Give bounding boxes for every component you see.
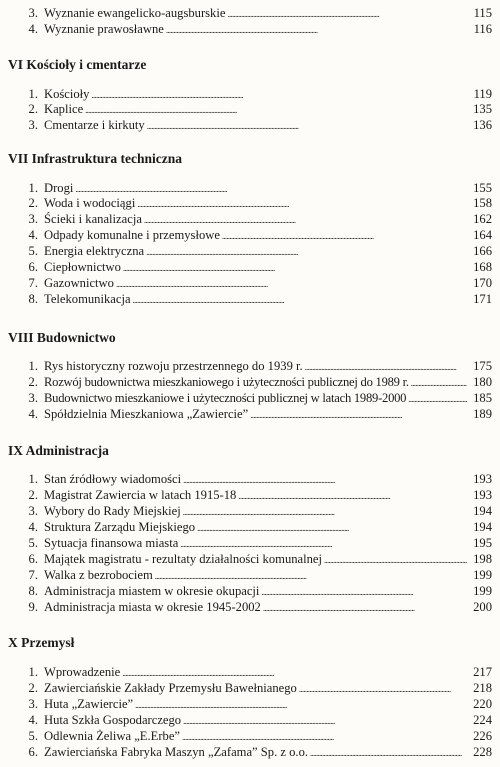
- toc-entry: [20, 552, 492, 567]
- entry-page: 119: [473, 87, 492, 101]
- entry-page: 193: [473, 472, 492, 486]
- entry-title: Budownictwo mieszkaniowe i użyteczności publicznej w latach 1989-2000: [44, 391, 407, 405]
- toc-entry: [20, 600, 492, 615]
- toc-entry: [20, 745, 492, 760]
- entry-title: Rozwój budownictwa mieszkaniowego i użyteczności publicznej do 1989 r.: [44, 375, 409, 389]
- dot-leader: [197, 520, 467, 536]
- entry-number: 5.: [28, 729, 38, 743]
- entry-page: 155: [473, 181, 492, 195]
- toc-entry: [20, 228, 492, 243]
- toc-entry: [20, 276, 492, 291]
- entry-page: 180: [473, 375, 492, 389]
- dot-leader: [411, 375, 467, 391]
- entry-title: Sytuacja finansowa miasta: [44, 536, 179, 550]
- dot-leader: [147, 118, 467, 134]
- entry-page: 193: [473, 488, 492, 502]
- entry-number: 8.: [28, 584, 38, 598]
- entry-page: 228: [473, 745, 492, 759]
- toc-entry: [20, 472, 492, 487]
- toc-entry: [20, 181, 492, 196]
- entry-title: Administracja miastem w okresie okupacji: [44, 584, 260, 598]
- entry-title: Magistrat Zawiercia w latach 1915-18: [44, 488, 237, 502]
- entry-title: Stan źródłowy wiadomości: [44, 472, 182, 486]
- entry-title: Ścieki i kanalizacja: [44, 212, 142, 226]
- dot-leader: [122, 665, 467, 681]
- dot-leader: [137, 196, 467, 212]
- entry-number: 9.: [28, 600, 38, 614]
- toc-entry: [20, 504, 492, 519]
- entry-number: 3.: [28, 118, 38, 132]
- entry-page: 185: [473, 391, 492, 405]
- entry-page: 158: [473, 196, 492, 210]
- entry-page: 135: [473, 102, 492, 116]
- dot-leader: [180, 536, 467, 552]
- toc-entry: [20, 260, 492, 275]
- toc-entry: [20, 375, 492, 390]
- entry-number: 6.: [28, 745, 38, 759]
- entry-page: 199: [473, 568, 492, 582]
- entry-page: 164: [473, 228, 492, 242]
- toc-entry: [20, 681, 492, 696]
- entry-number: 5.: [28, 536, 38, 550]
- entry-title: Gazownictwo: [44, 276, 114, 290]
- entry-page: 198: [473, 552, 492, 566]
- entry-title: Struktura Zarządu Miejskiego: [44, 520, 196, 534]
- entry-number: 1.: [28, 665, 38, 679]
- dot-leader: [227, 6, 467, 22]
- dot-leader: [408, 391, 467, 407]
- toc-entry: [20, 536, 492, 551]
- toc-entry: [20, 407, 492, 422]
- entry-page: 220: [473, 697, 492, 711]
- entry-title: Kościoły: [44, 87, 90, 101]
- toc-entry: [20, 584, 492, 599]
- entry-number: 7.: [28, 568, 38, 582]
- toc-entry: [20, 6, 492, 21]
- toc-entry: [20, 22, 492, 37]
- entry-number: 2.: [28, 196, 38, 210]
- dot-leader: [155, 568, 467, 584]
- toc-entry: [20, 212, 492, 227]
- dot-leader: [305, 359, 467, 375]
- entry-number: 4.: [28, 22, 38, 36]
- entry-title: Kaplice: [44, 102, 84, 116]
- section-heading: IX Administracja: [8, 443, 109, 458]
- dot-leader: [222, 228, 467, 244]
- entry-page: 226: [473, 729, 492, 743]
- entry-title: Spółdzielnia Mieszkaniowa „Zawiercie”: [44, 407, 249, 421]
- entry-title: Woda i wodociągi: [44, 196, 136, 210]
- entry-title: Energia elektryczna: [44, 244, 145, 258]
- entry-number: 2.: [28, 488, 38, 502]
- entry-page: 162: [473, 212, 492, 226]
- entry-page: 166: [473, 244, 492, 258]
- entry-number: 7.: [28, 276, 38, 290]
- entry-page: 171: [473, 292, 492, 306]
- toc-entry: [20, 244, 492, 259]
- entry-page: 115: [473, 6, 492, 20]
- toc-entry: [20, 102, 492, 117]
- entry-number: 4.: [28, 407, 38, 421]
- entry-number: 3.: [28, 6, 38, 20]
- entry-page: 116: [473, 22, 492, 36]
- entry-number: 4.: [28, 520, 38, 534]
- entry-title: Wybory do Rady Miejskiej: [44, 504, 181, 518]
- dot-leader: [116, 276, 467, 292]
- dot-leader: [135, 697, 467, 713]
- section-heading: X Przemysł: [8, 635, 75, 650]
- entry-title: Huta „Zawiercie”: [44, 697, 134, 711]
- entry-number: 3.: [28, 697, 38, 711]
- entry-number: 1.: [28, 181, 38, 195]
- toc-entry: [20, 520, 492, 535]
- entry-page: 136: [473, 118, 492, 132]
- entry-title: Wyznanie ewangelicko-augsburskie: [44, 6, 226, 20]
- dot-leader: [91, 87, 467, 103]
- dot-leader: [146, 244, 467, 260]
- dot-leader: [123, 260, 467, 276]
- dot-leader: [263, 600, 467, 616]
- entry-title: Wprowadzenie: [44, 665, 121, 679]
- dot-leader: [250, 407, 467, 423]
- toc-entry: [20, 118, 492, 133]
- entry-title: Walka z bezrobociem: [44, 568, 153, 582]
- toc-entry: [20, 87, 492, 102]
- entry-number: 2.: [28, 375, 38, 389]
- toc-entry: [20, 359, 492, 374]
- dot-leader: [182, 729, 467, 745]
- toc-entry: [20, 697, 492, 712]
- entry-title: Telekomunikacja: [44, 292, 131, 306]
- dot-leader: [183, 472, 467, 488]
- toc-entry: [20, 729, 492, 744]
- dot-leader: [85, 102, 467, 118]
- entry-page: 217: [473, 665, 492, 679]
- dot-leader: [261, 584, 467, 600]
- entry-number: 1.: [28, 472, 38, 486]
- entry-number: 5.: [28, 244, 38, 258]
- dot-leader: [324, 552, 467, 568]
- section-heading: VI Kościoły i cmentarze: [8, 57, 147, 72]
- entry-number: 4.: [28, 228, 38, 242]
- entry-number: 2.: [28, 681, 38, 695]
- section-heading: VII Infrastruktura techniczna: [8, 151, 182, 166]
- toc-entry: [20, 713, 492, 728]
- entry-title: Huta Szkła Gospodarczego: [44, 713, 182, 727]
- toc-entry: [20, 196, 492, 211]
- entry-number: 3.: [28, 504, 38, 518]
- entry-number: 6.: [28, 552, 38, 566]
- entry-page: 170: [473, 276, 492, 290]
- entry-number: 3.: [28, 212, 38, 226]
- entry-title: Administracja miasta w okresie 1945-2002: [44, 600, 261, 614]
- entry-title: Wyznanie prawosławne: [44, 22, 164, 36]
- dot-leader: [75, 181, 467, 197]
- entry-title: Zawierciańskie Zakłady Przemysłu Bawełnianego: [44, 681, 297, 695]
- entry-title: Zawierciańska Fabryka Maszyn „Zafama” Sp. z o.o.: [44, 745, 309, 759]
- toc-entry: [20, 665, 492, 680]
- dot-leader: [166, 22, 467, 38]
- entry-number: 6.: [28, 260, 38, 274]
- entry-page: 218: [473, 681, 492, 695]
- entry-number: 8.: [28, 292, 38, 306]
- toc-entry: [20, 568, 492, 583]
- entry-page: 168: [473, 260, 492, 274]
- entry-page: 199: [473, 584, 492, 598]
- entry-number: 2.: [28, 102, 38, 116]
- dot-leader: [299, 681, 467, 697]
- entry-title: Majątek magistratu - rezultaty działalności komunalnej: [44, 552, 323, 566]
- dot-leader: [310, 745, 467, 761]
- dot-leader: [133, 292, 467, 308]
- entry-title: Ciepłownictwo: [44, 260, 121, 274]
- entry-page: 175: [473, 359, 492, 373]
- toc-entry: [20, 391, 492, 406]
- dot-leader: [183, 504, 467, 520]
- entry-number: 4.: [28, 713, 38, 727]
- dot-leader: [144, 212, 467, 228]
- entry-title: Rys historyczny rozwoju przestrzennego do 1939 r.: [44, 359, 303, 373]
- entry-number: 1.: [28, 87, 38, 101]
- dot-leader: [183, 713, 467, 729]
- section-heading: VIII Budownictwo: [8, 330, 116, 345]
- entry-title: Drogi: [44, 181, 74, 195]
- entry-number: 1.: [28, 359, 38, 373]
- entry-page: 194: [473, 520, 492, 534]
- entry-page: 224: [473, 713, 492, 727]
- entry-title: Odpady komunalne i przemysłowe: [44, 228, 220, 242]
- entry-page: 194: [473, 504, 492, 518]
- entry-page: 200: [473, 600, 492, 614]
- entry-page: 195: [473, 536, 492, 550]
- toc-entry: [20, 488, 492, 503]
- entry-number: 3.: [28, 391, 38, 405]
- entry-title: Cmentarze i kirkuty: [44, 118, 145, 132]
- toc-entry: [20, 292, 492, 307]
- entry-title: Odlewnia Żeliwa „E.Erbe”: [44, 729, 181, 743]
- entry-page: 189: [473, 407, 492, 421]
- dot-leader: [238, 488, 467, 504]
